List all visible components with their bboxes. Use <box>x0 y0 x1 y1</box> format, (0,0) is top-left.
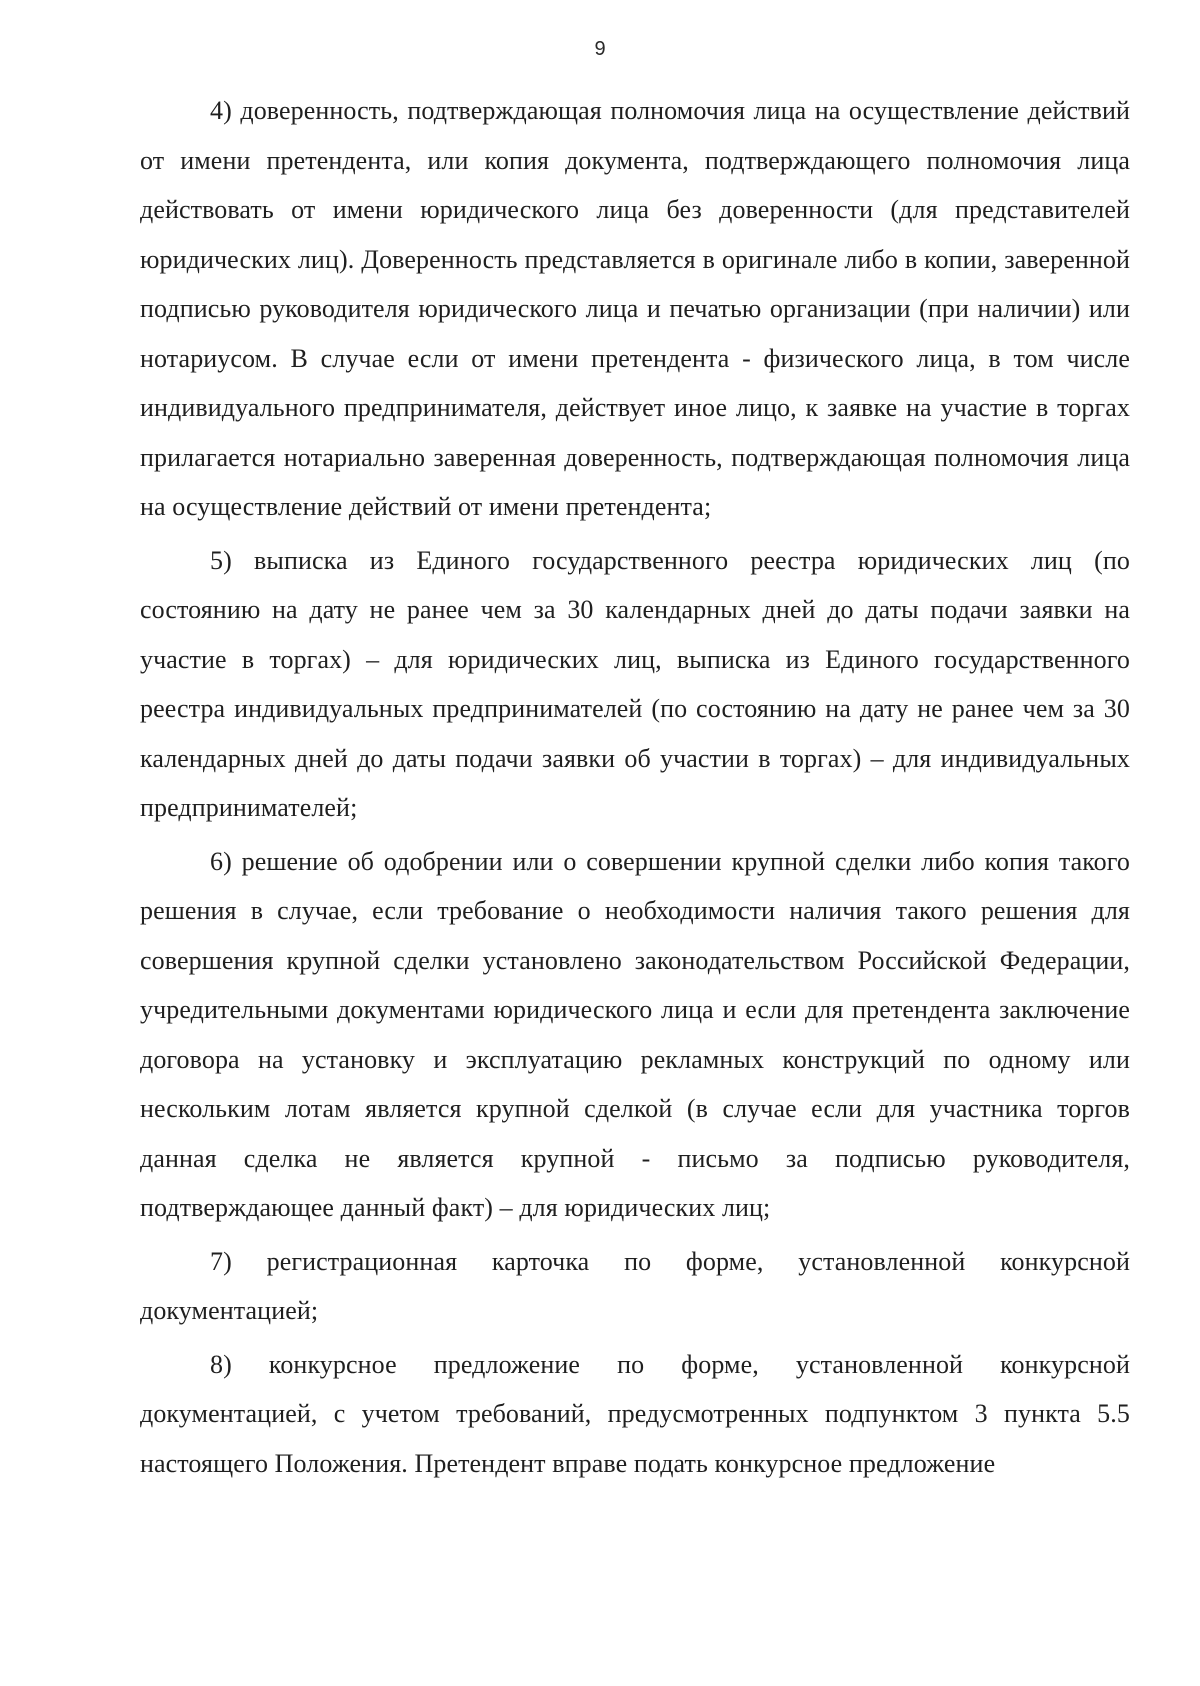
paragraph-item-6: 6) решение об одобрении или о совершении крупной сделки либо копия такого решения в случае, если требование о необходимости наличия такого решения для совершения крупной сделки установлено законодательством Российской Федерации, учредительными документами юридического лица и если для претендента заключение договора на установку и эксплуатацию рекламных конструкций по одному или нескольким лотам является крупной сделкой (в случае если для участника торгов данная сделка не является крупной - письмо за подписью руководителя, подтверждающее данный факт) – для юридических лиц; <box>140 846 1130 1222</box>
paragraph-item-4: 4) доверенность, подтверждающая полномочия лица на осуществление действий от имени претендента, или копия документа, подтверждающего полномочия лица действовать от имени юридического лица без доверенности (для представителей юридических лиц). Доверенность представляется в оригинале либо в копии, заверенной подписью руководителя юридического лица и печатью организации (при наличии) или нотариусом. В случае если от имени претендента - физического лица, в том числе индивидуального предпринимателя, действует иное лицо, к заявке на участие в торгах прилагается нотариально заверенная доверенность, подтверждающая полномочия лица на осуществление действий от имени претендента; <box>140 96 1130 521</box>
page-number: 9 <box>594 38 606 60</box>
document-body <box>140 86 1130 1492</box>
paragraph-item-7: 7) регистрационная карточка по форме, установленной конкурсной документацией; <box>140 1246 1130 1325</box>
paragraph-item-5: 5) выписка из Единого государственного реестра юридических лиц (по состоянию на дату не ранее чем за 30 календарных дней до даты подачи заявки на участие в торгах) – для юридических лиц, выписка из Единого государственного реестра индивидуальных предпринимателей (по состоянию на дату не ранее чем за 30 календарных дней до даты подачи заявки об участии в торгах) – для индивидуальных предпринимателей; <box>140 545 1130 822</box>
paragraph-item-8: 8) конкурсное предложение по форме, установленной конкурсной документацией, с учетом требований, предусмотренных подпунктом 3 пункта 5.5 настоящего Положения. Претендент вправе подать конкурсное предложение <box>140 1349 1130 1478</box>
